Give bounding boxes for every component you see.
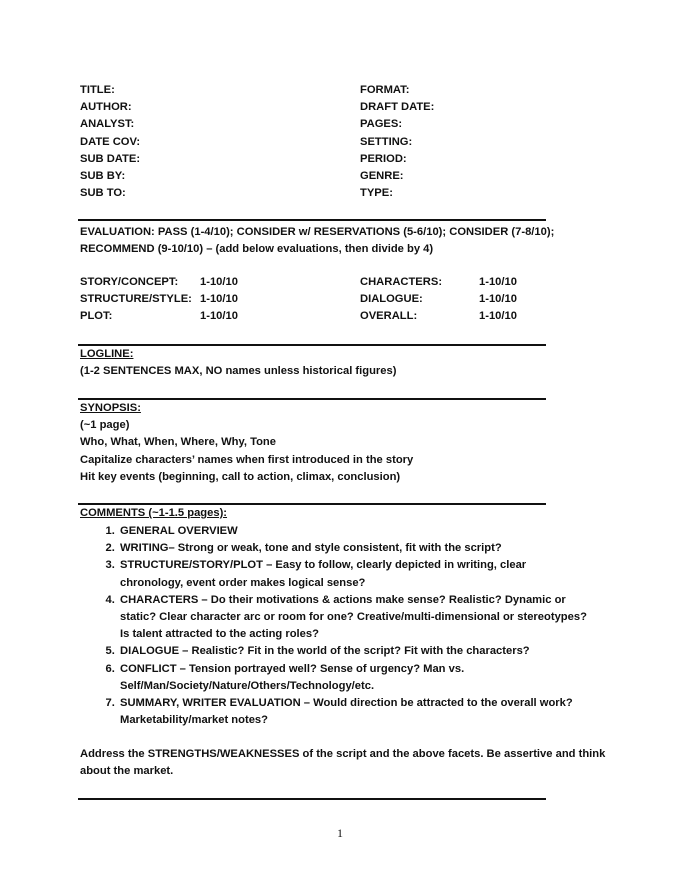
synopsis-line: (~1 page) — [80, 419, 130, 432]
closing-line-1: Address the STRENGTHS/WEAKNESSES of the script and the above facets. Be assertive and think — [80, 748, 606, 760]
logline-note: (1-2 SENTENCES MAX, NO names unless historical figures) — [80, 365, 397, 378]
comments-heading: COMMENTS (~1-1.5 pages): — [80, 507, 228, 519]
scores-left — [80, 274, 192, 326]
field-genre-label: GENRE: — [360, 170, 404, 183]
comment-item: 1. GENERAL OVERVIEW — [118, 523, 588, 540]
divider-rule — [78, 219, 546, 221]
field-format-label: FORMAT: — [360, 84, 410, 96]
field-sub-date-label: SUB DATE: — [80, 152, 141, 165]
comments-list — [98, 523, 588, 729]
header-right-fields — [360, 82, 434, 202]
synopsis-line: Who, What, When, Where, Why, Tone — [80, 436, 276, 449]
field-date-cov-label: DATE COV: — [80, 135, 141, 148]
comment-item: 5. DIALOGUE – Realistic? Fit in the world of the script? Fit with the characters? — [118, 643, 588, 660]
score-value: 1-10/10 — [479, 310, 517, 323]
field-analyst-label: ANALYST: — [80, 118, 135, 131]
synopsis-line: Hit key events (beginning, call to action, climax, conclusion) — [80, 470, 401, 483]
field-sub-by-label: SUB BY: — [80, 170, 126, 183]
score-value: 1-10/10 — [479, 293, 517, 306]
scores-right-values — [479, 274, 517, 326]
score-label: DIALOGUE: — [360, 293, 423, 306]
field-period-label: PERIOD: — [360, 152, 407, 165]
score-label: STORY/CONCEPT: — [80, 276, 179, 288]
page-number: 1 — [337, 826, 343, 840]
comment-item: 4. CHARACTERS – Do their motivations & actions make sense? Realistic? Dynamic or static? Clear character arc or room for one? Creative/multi-dimensional or stereotypes? Is talent attracted to the acting roles? — [118, 592, 588, 644]
field-title-label: TITLE: — [80, 84, 115, 96]
score-value: 1-10/10 — [479, 276, 517, 288]
score-label: OVERALL: — [360, 310, 418, 323]
field-draft-date-label: DRAFT DATE: — [360, 101, 435, 114]
closing-line-2: about the market. — [80, 765, 174, 778]
score-value: 1-10/10 — [200, 293, 238, 306]
comment-item: 6. CONFLICT – Tension portrayed well? Sense of urgency? Man vs. Self/Man/Society/Nature/Others/Technology/etc. — [118, 661, 588, 695]
evaluation-line-1: EVALUATION: PASS (1-4/10); CONSIDER w/ RESERVATIONS (5-6/10); CONSIDER (7-8/10); — [80, 226, 555, 238]
synopsis-heading: SYNOPSIS: — [80, 402, 141, 414]
divider-rule — [78, 798, 546, 800]
field-author-label: AUTHOR: — [80, 101, 132, 114]
scores-right — [360, 274, 442, 326]
score-label: STRUCTURE/STYLE: — [80, 293, 192, 306]
field-type-label: TYPE: — [360, 187, 393, 200]
comment-item: 3. STRUCTURE/STORY/PLOT – Easy to follow, clearly depicted in writing, clear chronology, event order makes logical sense? — [118, 557, 588, 591]
field-setting-label: SETTING: — [360, 135, 413, 148]
comment-item: 7. SUMMARY, WRITER EVALUATION – Would direction be attracted to the overall work? Marketability/market notes? — [118, 695, 588, 729]
field-pages-label: PAGES: — [360, 118, 403, 131]
closing-instructions — [80, 746, 605, 780]
field-sub-to-label: SUB TO: — [80, 187, 126, 200]
synopsis-section — [80, 400, 413, 486]
logline-heading: LOGLINE: — [80, 348, 134, 360]
logline-section — [80, 346, 396, 380]
score-label: CHARACTERS: — [360, 276, 443, 288]
score-value: 1-10/10 — [200, 276, 238, 288]
header-left-fields — [80, 82, 140, 202]
scores-left-values — [200, 274, 238, 326]
score-value: 1-10/10 — [200, 310, 238, 323]
evaluation-line-2: RECOMMEND (9-10/10) – (add below evaluations, then divide by 4) — [80, 243, 434, 256]
comment-item: 2. WRITING– Strong or weak, tone and style consistent, fit with the script? — [118, 540, 588, 557]
synopsis-line: Capitalize characters’ names when first introduced in the story — [80, 453, 414, 466]
evaluation-section — [80, 224, 554, 258]
score-label: PLOT: — [80, 310, 113, 323]
